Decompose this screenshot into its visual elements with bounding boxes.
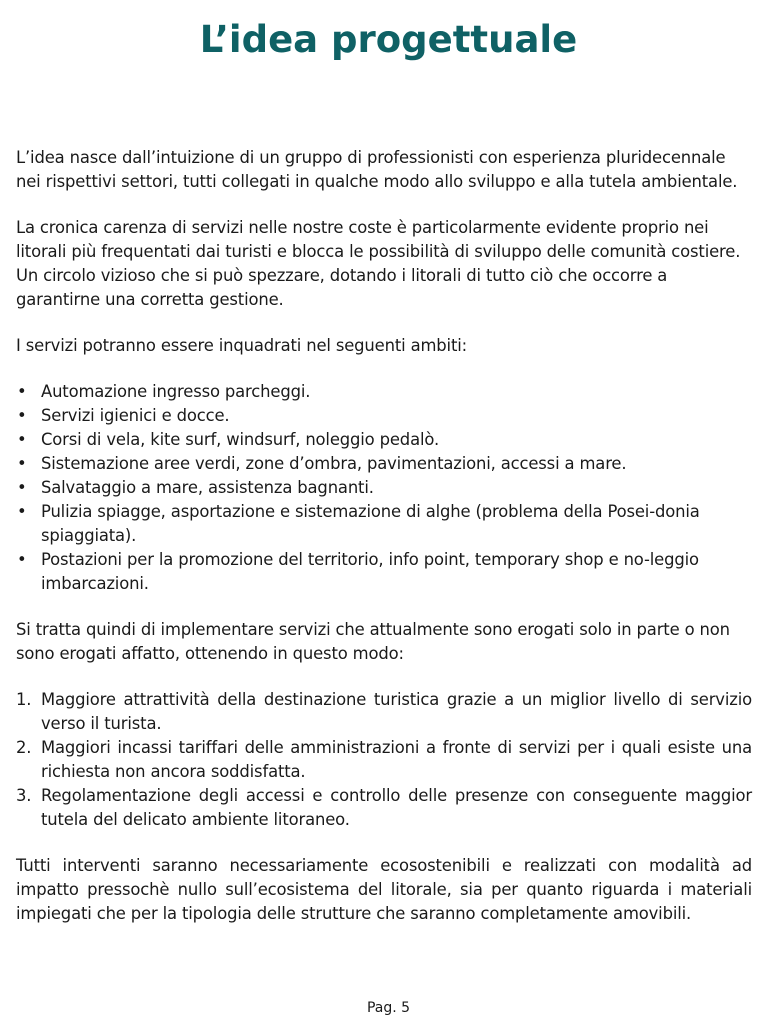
list-item-text: Salvataggio a mare, assistenza bagnanti. xyxy=(41,478,374,497)
list-item-text: Postazioni per la promozione del territorio, info point, temporary shop e no-leggio imbarcazioni. xyxy=(41,550,699,593)
list-item xyxy=(16,476,752,500)
list-item-text: Servizi igienici e docce. xyxy=(41,406,230,425)
list-item-text: Pulizia spiagge, asportazione e sistemazione di alghe (problema della Posei-donia spiaggiata). xyxy=(41,502,700,545)
bullet-marker: • xyxy=(17,454,27,473)
numbered-item-text: Maggiori incassi tariffari delle amministrazioni a fronte di servizi per i quali esiste una richiesta non ancora soddisfatta. xyxy=(41,738,752,781)
numbered-item xyxy=(16,784,752,832)
paragraph-circolo: Un circolo vizioso che si può spezzare, dotando i litorali di tutto ciò che occorre a garantirne una corretta gestione. xyxy=(16,266,668,309)
bullet-marker: • xyxy=(17,478,27,497)
list-item xyxy=(16,380,752,404)
page-body xyxy=(16,146,752,926)
list-item xyxy=(16,452,752,476)
list-item-text: Automazione ingresso parcheggi. xyxy=(41,382,311,401)
bullet-marker: • xyxy=(17,382,27,401)
list-item xyxy=(16,548,752,596)
page-number: Pag. 5 xyxy=(366,1000,411,1016)
ambiti-list xyxy=(16,380,752,596)
list-item xyxy=(16,428,752,452)
numbered-item xyxy=(16,736,752,784)
numbered-item-text: Regolamentazione degli accessi e controllo delle presenze con conseguente maggior tutela del delicato ambiente litoraneo. xyxy=(41,786,752,829)
bullet-marker: • xyxy=(17,430,27,449)
list-item-text: Sistemazione aree verdi, zone d’ombra, pavimentazioni, accessi a mare. xyxy=(41,454,627,473)
risultati-list xyxy=(16,688,752,832)
page-title: L’idea progettuale xyxy=(199,18,578,61)
numbered-item-text: Maggiore attrattività della destinazione turistica grazie a un miglior livello di servizio verso il turista. xyxy=(41,690,752,733)
list-item xyxy=(16,500,752,548)
item-number: 2. xyxy=(16,738,32,757)
paragraph-conclusione: Tutti interventi saranno necessariamente ecosostenibili e realizzati con modalità ad impatto pressochè nullo sull’ecosistema del litorale, sia per quanto riguarda i materiali impiegati che per la tipologia delle strutture che saranno completamente amovibili. xyxy=(16,856,752,923)
paragraph-carenza: La cronica carenza di servizi nelle nostre coste è particolarmente evidente proprio nei litorali più frequentati dai turisti e blocca le possibilità di sviluppo delle comunità costiere. xyxy=(16,218,741,261)
list-item xyxy=(16,404,752,428)
numbered-item xyxy=(16,688,752,736)
item-number: 3. xyxy=(16,786,32,805)
list-item-text: Corsi di vela, kite surf, windsurf, noleggio pedalò. xyxy=(41,430,440,449)
bullet-marker: • xyxy=(17,406,27,425)
paragraph-ambiti-intro: I servizi potranno essere inquadrati nel seguenti ambiti: xyxy=(16,336,467,355)
paragraph-intro: L’idea nasce dall’intuizione di un gruppo di professionisti con esperienza pluridecennale nei rispettivi settori, tutti collegati in qualche modo allo sviluppo e alla tutela ambientale. xyxy=(16,148,738,191)
bullet-marker: • xyxy=(17,502,27,521)
bullet-marker: • xyxy=(17,550,27,569)
paragraph-implementare: Si tratta quindi di implementare servizi che attualmente sono erogati solo in parte o non sono erogati affatto, ottenendo in questo modo: xyxy=(16,620,730,663)
item-number: 1. xyxy=(16,690,32,709)
